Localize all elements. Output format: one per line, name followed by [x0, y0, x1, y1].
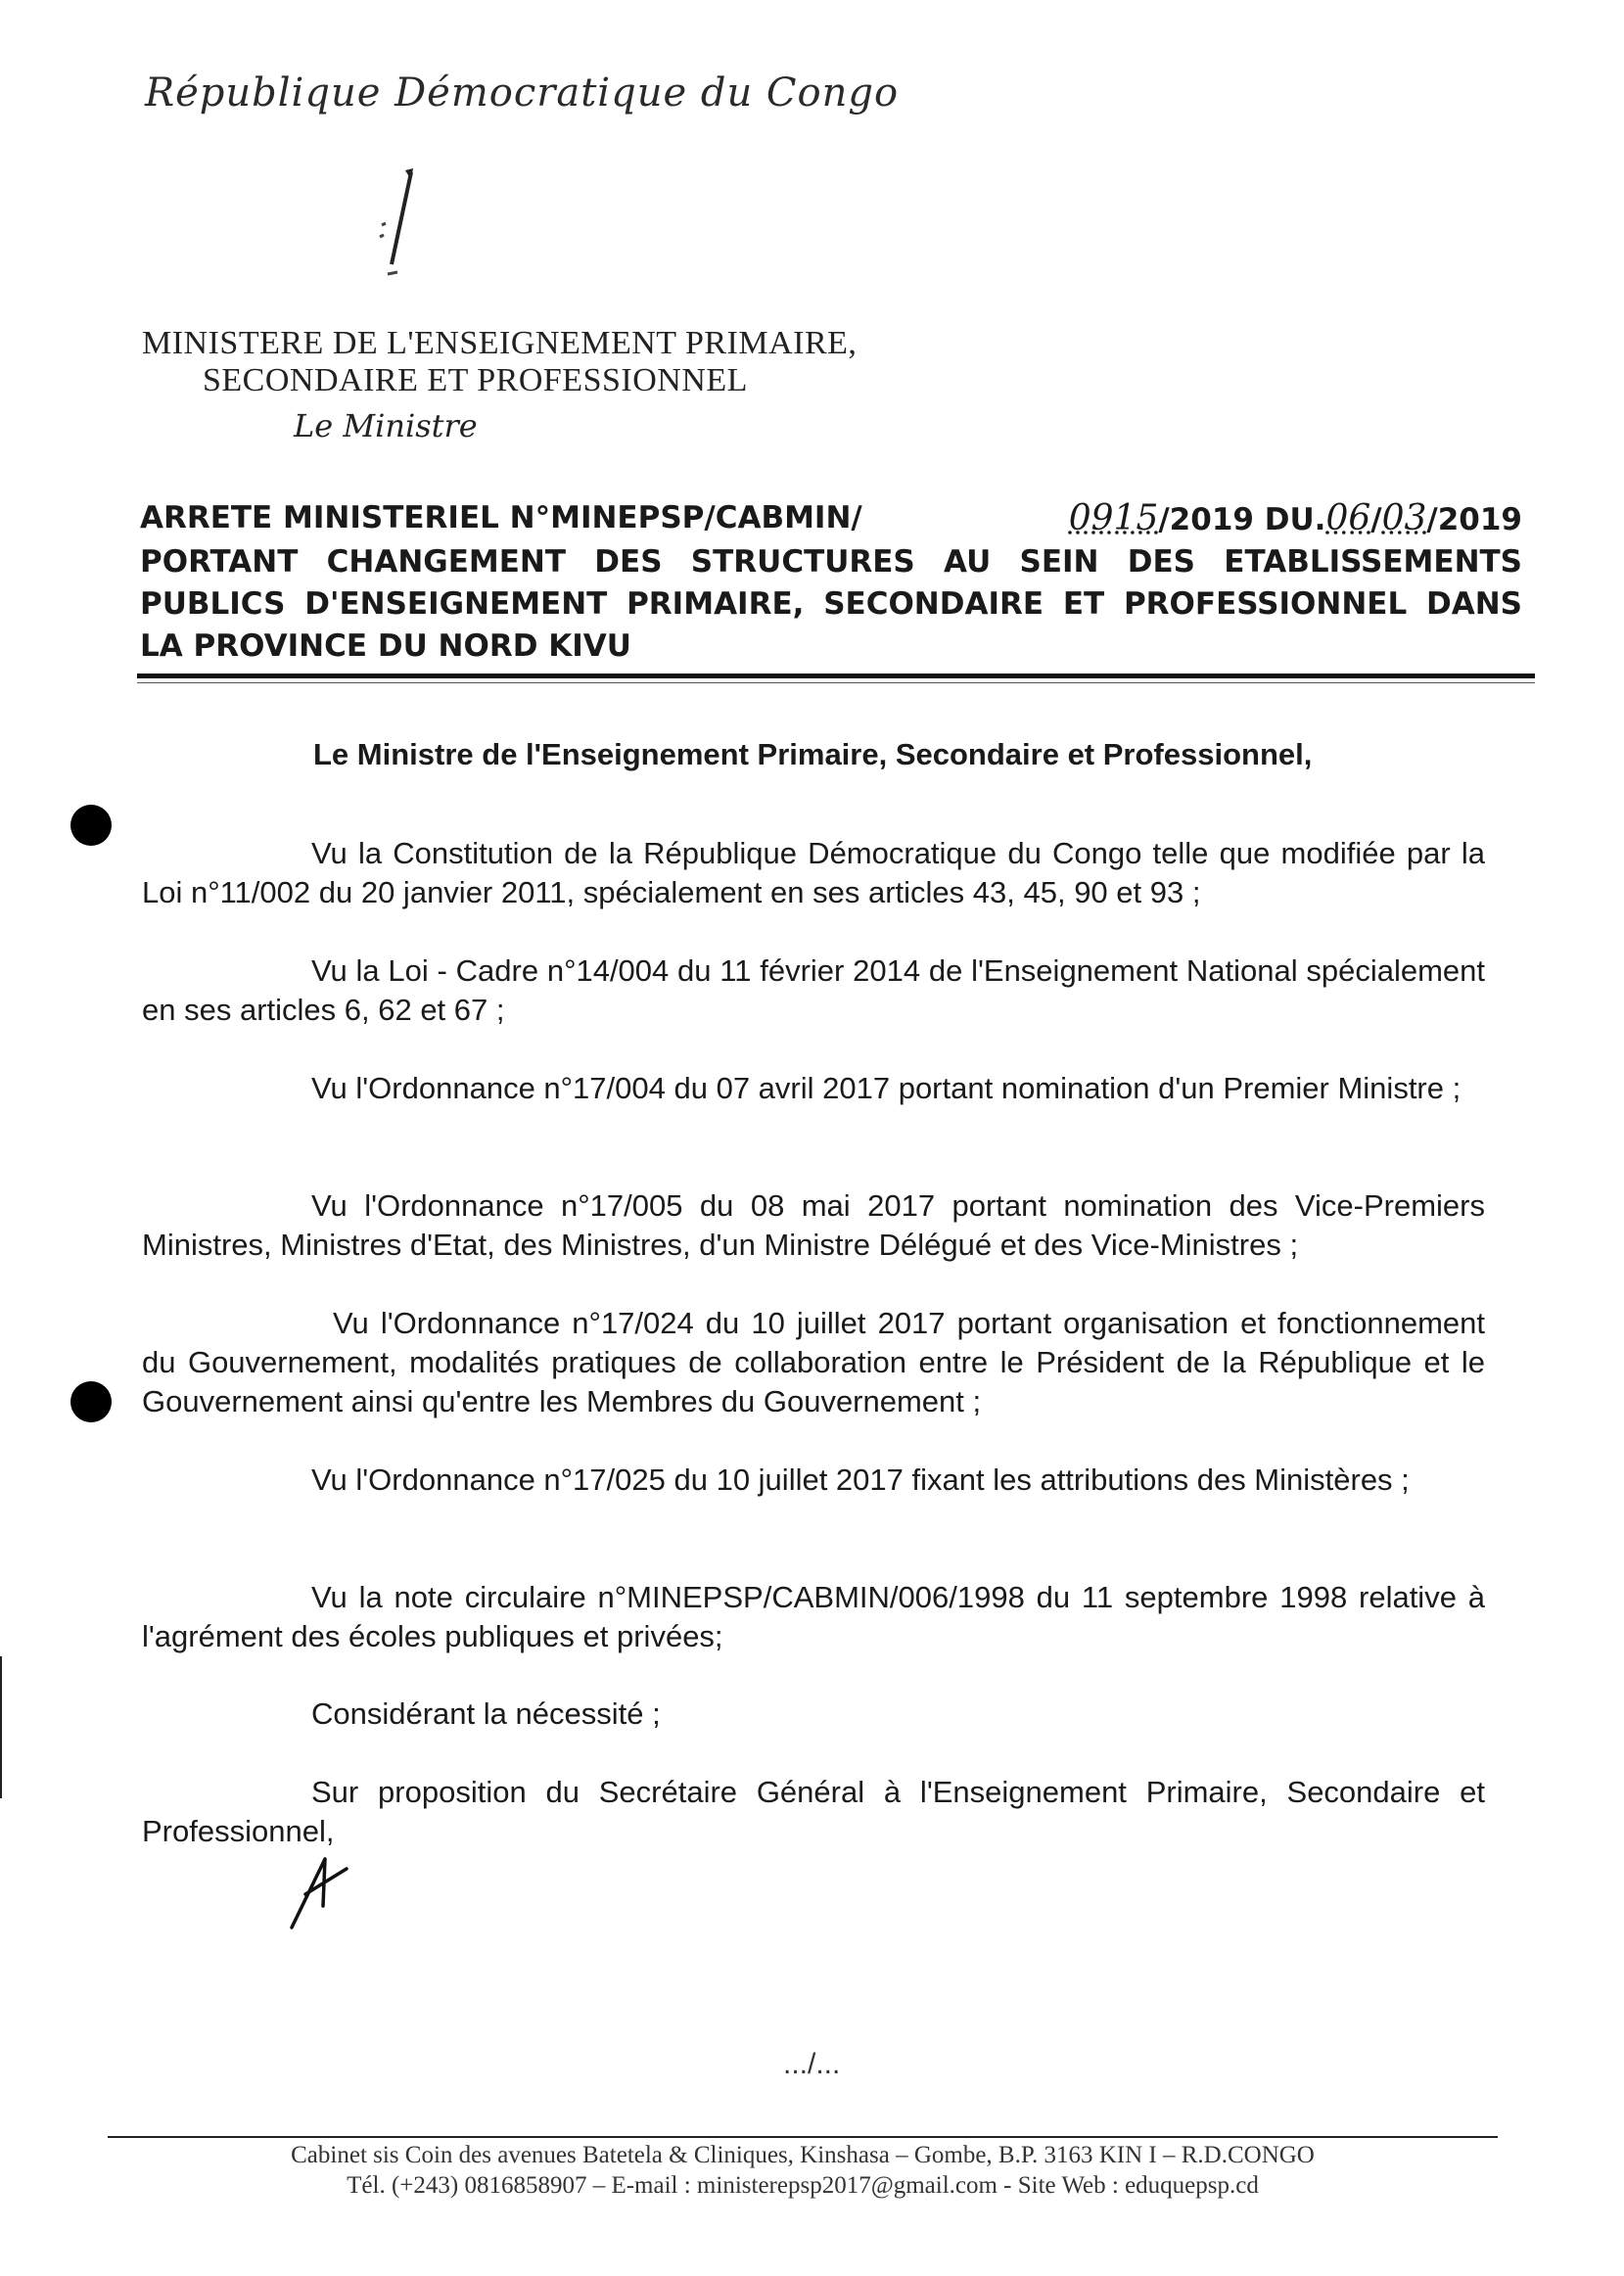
- paragraph-note-circulaire: Vu la note circulaire n°MINEPSP/CABMIN/006/1998 du 11 septembre 1998 relative à l'agrément des écoles publiques et privées;: [142, 1580, 1485, 1653]
- arrete-year: /2019: [1426, 502, 1522, 537]
- page-continuation-marker: .../...: [783, 2048, 841, 2080]
- arrete-line-3: PUBLICS D'ENSEIGNEMENT PRIMAIRE, SECONDAIRE ET PROFESSIONNEL DANS: [140, 586, 1522, 622]
- paragraph-considerant: Considérant la nécessité ;: [311, 1696, 661, 1731]
- arrete-day: 06: [1325, 498, 1371, 538]
- paragraph-constitution: Vu la Constitution de la République Démocratique du Congo telle que modifiée par la Loi n°11/002 du 20 janvier 2011, spécialement en ses articles 43, 45, 90 et 93 ;: [142, 836, 1485, 909]
- title-divider-thin: [137, 682, 1535, 683]
- paragraph-ordonnance-005: Vu l'Ordonnance n°17/005 du 08 mai 2017 portant nomination des Vice-Premiers Ministres, Ministres d'Etat, des Ministres, d'un Ministre Délégué et des Vice-Ministres ;: [142, 1188, 1485, 1262]
- intro-heading: Le Ministre de l'Enseignement Primaire, Secondaire et Professionnel,: [313, 737, 1313, 771]
- punch-hole-bottom: [70, 1381, 112, 1422]
- arrete-sep: /: [1370, 502, 1382, 537]
- ministry-line-1: MINISTERE DE L'ENSEIGNEMENT PRIMAIRE,: [142, 325, 858, 361]
- arrete-mid: /2019 DU.: [1158, 502, 1326, 537]
- scan-edge-mark: [0, 1656, 2, 1798]
- paragraph-proposition: Sur proposition du Secrétaire Général à l'Enseignement Primaire, Secondaire et Professionnel,: [142, 1775, 1485, 1848]
- punch-hole-top: [70, 805, 112, 846]
- arrete-number: 0915: [1068, 498, 1159, 538]
- footer-divider: [108, 2136, 1498, 2138]
- paragraph-loi-cadre: Vu la Loi - Cadre n°14/004 du 11 février 2014 de l'Enseignement National spécialement en ses articles 6, 62 et 67 ;: [142, 953, 1485, 1027]
- emblem-mark: [362, 166, 431, 284]
- arrete-line-2: PORTANT CHANGEMENT DES STRUCTURES AU SEIN DES ETABLISSEMENTS: [140, 544, 1522, 580]
- title-divider: [137, 674, 1535, 678]
- arrete-line-1: [140, 497, 1522, 541]
- initials-signature: [286, 1855, 364, 1933]
- ministry-name: [142, 325, 857, 399]
- paragraph-ordonnance-024: Vu l'Ordonnance n°17/024 du 10 juillet 2017 portant organisation et fonctionnement du Gouvernement, modalités pratiques de collaboration entre le Président de la République et le Gouvernement ainsi qu'entre les Membres du Gouvernement ;: [142, 1306, 1485, 1418]
- republic-heading: République Démocratique du Congo: [145, 70, 900, 116]
- footer-address: Cabinet sis Coin des avenues Batetela & Cliniques, Kinshasa – Gombe, B.P. 3163 KIN I – R.D.CONGO: [291, 2142, 1315, 2168]
- le-ministre-title: Le Ministre: [294, 407, 478, 444]
- paragraph-ordonnance-025: Vu l'Ordonnance n°17/025 du 10 juillet 2017 fixant les attributions des Ministères ;: [311, 1463, 1410, 1497]
- ministry-line-2: SECONDAIRE ET PROFESSIONNEL: [203, 362, 748, 398]
- footer-contact: Tél. (+243) 0816858907 – E-mail : ministerepsp2017@gmail.com - Site Web : eduquepsp.cd: [347, 2172, 1259, 2199]
- arrete-line-4: LA PROVINCE DU NORD KIVU: [140, 628, 631, 664]
- paragraph-ordonnance-004: Vu l'Ordonnance n°17/004 du 07 avril 2017 portant nomination d'un Premier Ministre ;: [311, 1071, 1462, 1105]
- arrete-prefix: ARRETE MINISTERIEL N°MINEPSP/CABMIN/: [140, 500, 862, 535]
- arrete-month: 03: [1381, 498, 1427, 538]
- arrete-title: [140, 497, 1522, 668]
